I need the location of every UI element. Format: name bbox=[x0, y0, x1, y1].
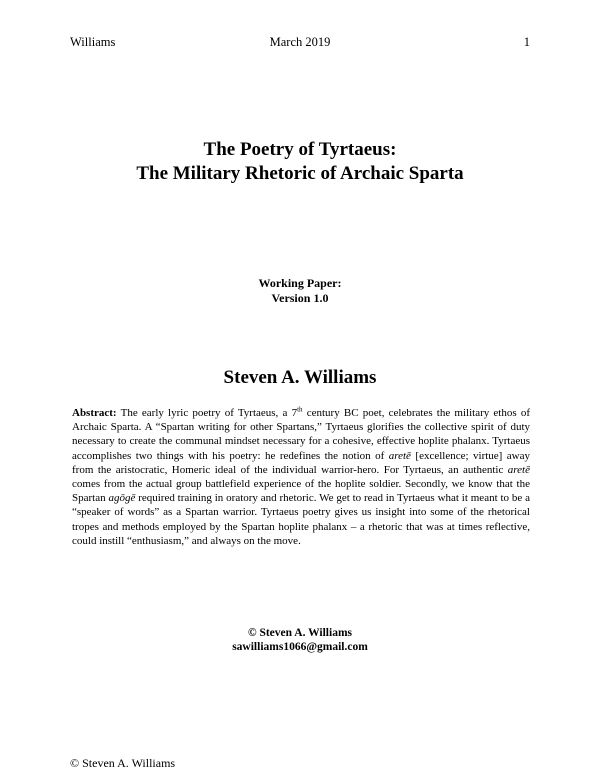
paper-title bbox=[60, 138, 540, 186]
abstract-label: Abstract: bbox=[72, 407, 117, 419]
title-line-1: The Poetry of Tyrtaeus: bbox=[203, 139, 397, 160]
abstract-text-3: [excellence; virtue] away from the aristocratic, Homeric ideal of the individual warrior-hero. For Tyrtaeus, an authentic bbox=[72, 449, 531, 476]
author-name: Steven A. Williams bbox=[223, 367, 377, 388]
abstract-term-arete-2: aretē bbox=[507, 463, 530, 476]
abstract-text-4: comes from the actual group battlefield experience of the hoplite soldier. Secondly, we know that the Spartan bbox=[72, 478, 530, 505]
abstract-text-1: The early lyric poetry of Tyrtaeus, a 7 bbox=[116, 407, 298, 419]
page-footer: © Steven A. Williams bbox=[70, 756, 176, 770]
header-date: March 2019 bbox=[269, 35, 331, 49]
working-paper-line: Working Paper: bbox=[258, 276, 342, 290]
page-header bbox=[70, 34, 530, 50]
title-line-2: The Military Rhetoric of Archaic Sparta bbox=[136, 163, 464, 184]
copyright-line: © Steven A. Williams bbox=[247, 627, 352, 639]
header-author: Williams bbox=[70, 35, 116, 49]
abstract-text-5: required training in oratory and rhetoric. We get to read in Tyrtaeus what it meant to be a “speaker of words” as a Spartan warrior. Tyrtaeus poetry gives us insight into some of the rhetorical tropes and methods employed by the Spartan hoplite phalanx – a rhetoric that was at times reflective, could instill “enthusiasm,” and always on the move. bbox=[72, 492, 530, 547]
working-paper-label bbox=[60, 276, 540, 306]
abstract-superscript: th bbox=[297, 405, 303, 414]
abstract-term-agoge: agōgē bbox=[108, 492, 136, 505]
page-number: 1 bbox=[523, 35, 530, 49]
abstract bbox=[72, 406, 530, 548]
email-address: sawilliams1066@gmail.com bbox=[232, 641, 368, 653]
abstract-term-arete: aretē bbox=[388, 449, 411, 462]
abstract-text-2: century BC poet, celebrates the military ethos of Archaic Sparta. A “Spartan writing for other Spartans,” Tyrtaeus glorifies the collective spirit of duty necessary to create the communal mindset necessary for a cohesive, effective hoplite phalanx. Tyrtaeus accomplishes two things with his poetry: he redefines the notion of bbox=[72, 407, 530, 462]
version-line: Version 1.0 bbox=[271, 291, 329, 305]
contact-block bbox=[60, 626, 540, 654]
